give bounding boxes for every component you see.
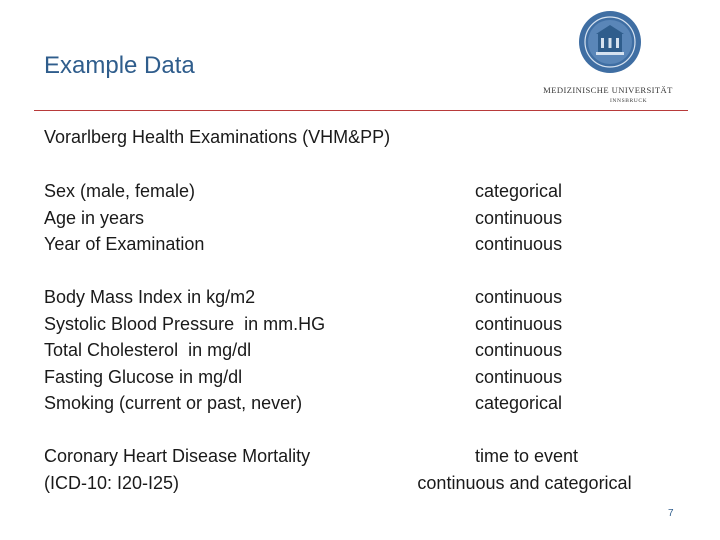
type-age: continuous bbox=[475, 207, 563, 228]
slide-subtitle: Vorarlberg Health Examinations (VHM&PP) bbox=[44, 127, 391, 147]
variable-cholesterol: Total Cholesterol in mg/dl bbox=[44, 340, 252, 360]
university-city: INNSBRUCK bbox=[610, 98, 648, 104]
type-time-to-event: time to event bbox=[475, 446, 579, 466]
variable-sex: Sex (male, female) bbox=[44, 181, 196, 201]
university-seal-icon bbox=[578, 10, 642, 74]
variable-glucose: Fasting Glucose in mg/dl bbox=[44, 366, 243, 387]
slide-title: Example Data bbox=[44, 52, 195, 79]
variable-age: Age in years bbox=[44, 207, 145, 228]
type-smoking: categorical bbox=[475, 393, 563, 413]
type-sex: categorical bbox=[475, 181, 563, 201]
variable-year: Year of Examination bbox=[44, 234, 205, 254]
university-logo bbox=[526, 8, 690, 106]
type-year: continuous bbox=[475, 234, 563, 254]
title-divider bbox=[34, 110, 688, 111]
variable-smoking: Smoking (current or past, never) bbox=[44, 393, 303, 413]
type-glucose: continuous bbox=[475, 366, 563, 387]
type-cholesterol: continuous bbox=[475, 340, 563, 360]
university-name: MEDIZINISCHE UNIVERSITÄT bbox=[543, 85, 673, 95]
page-number: 7 bbox=[668, 508, 674, 519]
variable-bmi: Body Mass Index in kg/m2 bbox=[44, 287, 256, 307]
variable-icd-code: (ICD-10: I20-I25) bbox=[44, 472, 180, 493]
type-blood-pressure: continuous bbox=[475, 313, 563, 334]
variable-chd-mortality: Coronary Heart Disease Mortality bbox=[44, 446, 311, 466]
type-continuous-and-categorical: continuous and categorical bbox=[417, 472, 632, 493]
variable-blood-pressure: Systolic Blood Pressure in mm.HG bbox=[44, 313, 326, 334]
type-bmi: continuous bbox=[475, 287, 563, 307]
